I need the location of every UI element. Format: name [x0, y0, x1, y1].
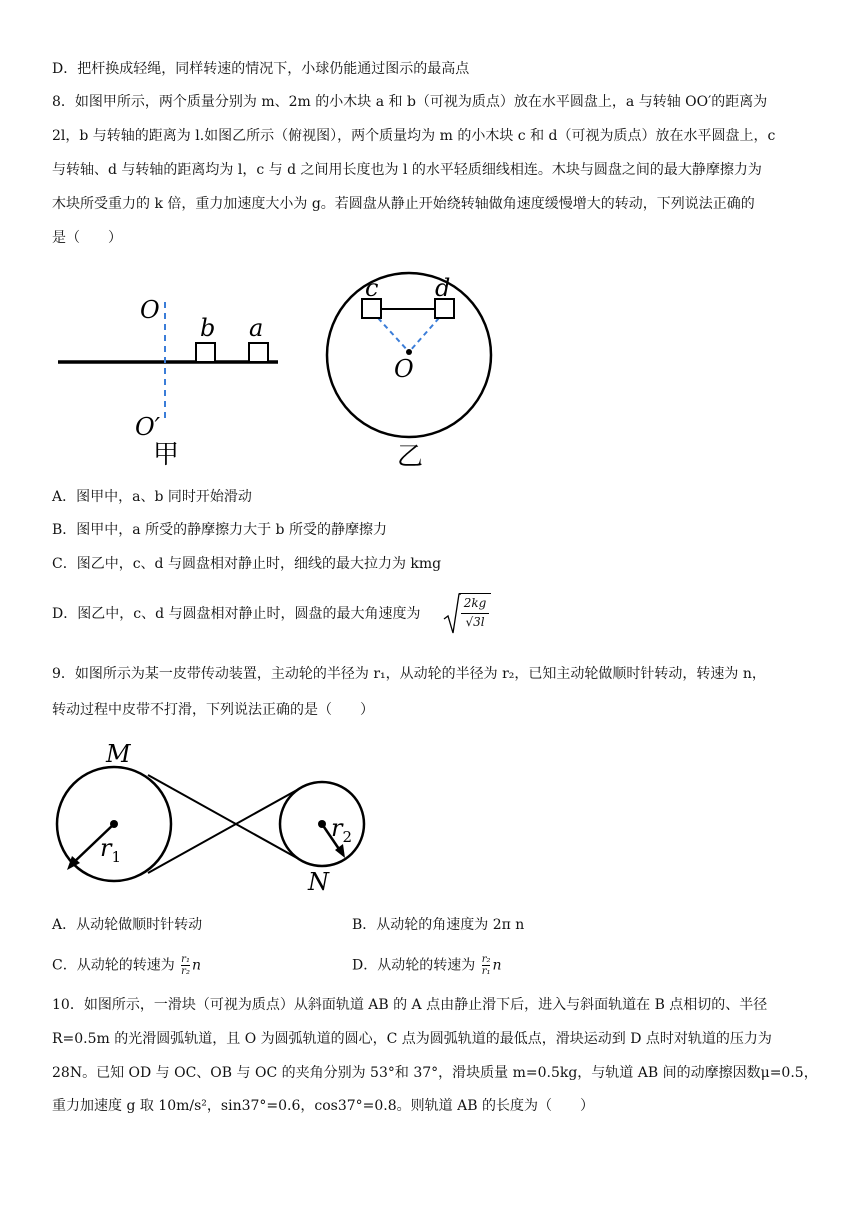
q9-option-d — [352, 954, 502, 977]
q10-stem-line-4: 重力加速度 g 取 10m/s²，sin37°=0.6，cos37°=0.8。则轨道 AB 的长度为（ ） — [52, 1098, 594, 1114]
q9-option-c-text: C．从动轮的转速为 — [52, 957, 175, 974]
q8-option-a: A．图甲中，a、b 同时开始滑动 — [52, 489, 252, 505]
q9-belt-figure — [0, 730, 400, 900]
label-b: b — [200, 314, 216, 342]
q8-option-c: C．图乙中，c、d 与圆盘相对静止时，细线的最大拉力为 kmg — [52, 556, 442, 572]
q10-stem-line-2: R=0.5m 的光滑圆弧轨道，且 O 为圆弧轨道的圆心，C 点为圆弧轨道的最低点，滑块运动到 D 点时对轨道的压力为 — [52, 1031, 772, 1047]
fraction-numerator: r₁ — [181, 954, 190, 965]
q9-option-d-fraction — [482, 954, 491, 977]
q10-stem-line-1: 10．如图所示，一滑块（可视为质点）从斜面轨道 AB 的 A 点由静止滑下后，进入与斜面轨道在 B 点相切的、半径 — [52, 997, 768, 1013]
block-a — [249, 343, 268, 362]
caption-yi: 乙 — [397, 442, 424, 472]
block-b — [196, 343, 215, 362]
q8-stem-line-2: 2l，b 与转轴的距离为 l.如图乙所示（俯视图），两个质量均为 m 的小木块 c 和 d（可视为质点）放在水平圆盘上，c — [52, 128, 776, 144]
label-n: N — [308, 868, 329, 896]
fraction-denominator: r₂ — [181, 966, 190, 977]
q9-option-c-n: n — [191, 957, 201, 974]
q8-option-d-text: D．图乙中，c、d 与圆盘相对静止时，圆盘的最大角速度为 — [52, 606, 421, 622]
q9-option-c — [52, 954, 201, 977]
label-m: M — [106, 740, 131, 768]
q8-figure-jia — [0, 280, 300, 480]
fraction-denominator: r₁ — [481, 966, 491, 977]
label-c: c — [365, 274, 379, 302]
label-r2: $r_2$ — [331, 814, 353, 846]
q8-option-d — [52, 604, 420, 624]
fraction-numerator: r₂ — [481, 954, 491, 965]
sqrt-sign-icon — [443, 593, 461, 635]
radius-c-dashed — [378, 318, 409, 352]
formula-numerator: 2kg — [463, 596, 487, 610]
q10-stem-line-3: 28N。已知 OD 与 OC、OB 与 OC 的夹角分别为 53°和 37°，滑块质量 m=0.5kg，与轨道 AB 间的动摩擦因数μ=0.5， — [52, 1065, 818, 1081]
label-o: O — [140, 296, 160, 324]
label-a: a — [249, 314, 264, 342]
q8-stem-line-4: 木块所受重力的 k 倍，重力加速度大小为 g。若圆盘从静止开始绕转轴做角速度缓慢增大的转动，下列说法正确的 — [52, 196, 755, 212]
q9-option-d-text: D．从动轮的转速为 — [352, 957, 476, 974]
q8-stem-line-1: 8．如图甲所示，两个质量分别为 m、2m 的小木块 a 和 b（可视为质点）放在水平圆盘上，a 与转轴 OO′的距离为 — [52, 94, 768, 110]
q9-option-d-n: n — [492, 957, 502, 974]
q9-stem-line-1: 9．如图所示为某一皮带传动装置，主动轮的半径为 r₁，从动轮的半径为 r₂，已知主动轮做顺时针转动，转速为 n， — [52, 666, 766, 682]
q9-stem-line-2: 转动过程中皮带不打滑，下列说法正确的是（ ） — [52, 702, 374, 718]
label-r1: $r_1$ — [100, 834, 122, 866]
q9-option-b: B．从动轮的角速度为 2π n — [352, 917, 525, 933]
label-o-prime: O′ — [135, 413, 161, 441]
q8-figure-yi — [300, 260, 520, 475]
q7-option-d: D．把杆换成轻绳，同样转速的情况下，小球仍能通过图示的最高点 — [52, 61, 470, 77]
q8-option-b: B．图甲中，a 所受的静摩擦力大于 b 所受的静摩擦力 — [52, 522, 387, 538]
q8-stem-line-5: 是（ ） — [52, 230, 122, 246]
radius-d-dashed — [409, 318, 439, 352]
q9-option-a: A．从动轮做顺时针转动 — [52, 917, 203, 933]
label-d: d — [435, 274, 451, 302]
q9-option-c-fraction — [181, 954, 190, 977]
label-o: O — [394, 355, 414, 383]
formula-denominator: √3l — [465, 615, 485, 629]
caption-jia: 甲 — [153, 440, 180, 470]
q8-option-d-formula — [443, 593, 493, 635]
q8-stem-line-3: 与转轴、d 与转轴的距离均为 l，c 与 d 之间用长度也为 l 的水平轻质细线相连。木块与圆盘之间的最大静摩擦力为 — [52, 162, 762, 178]
